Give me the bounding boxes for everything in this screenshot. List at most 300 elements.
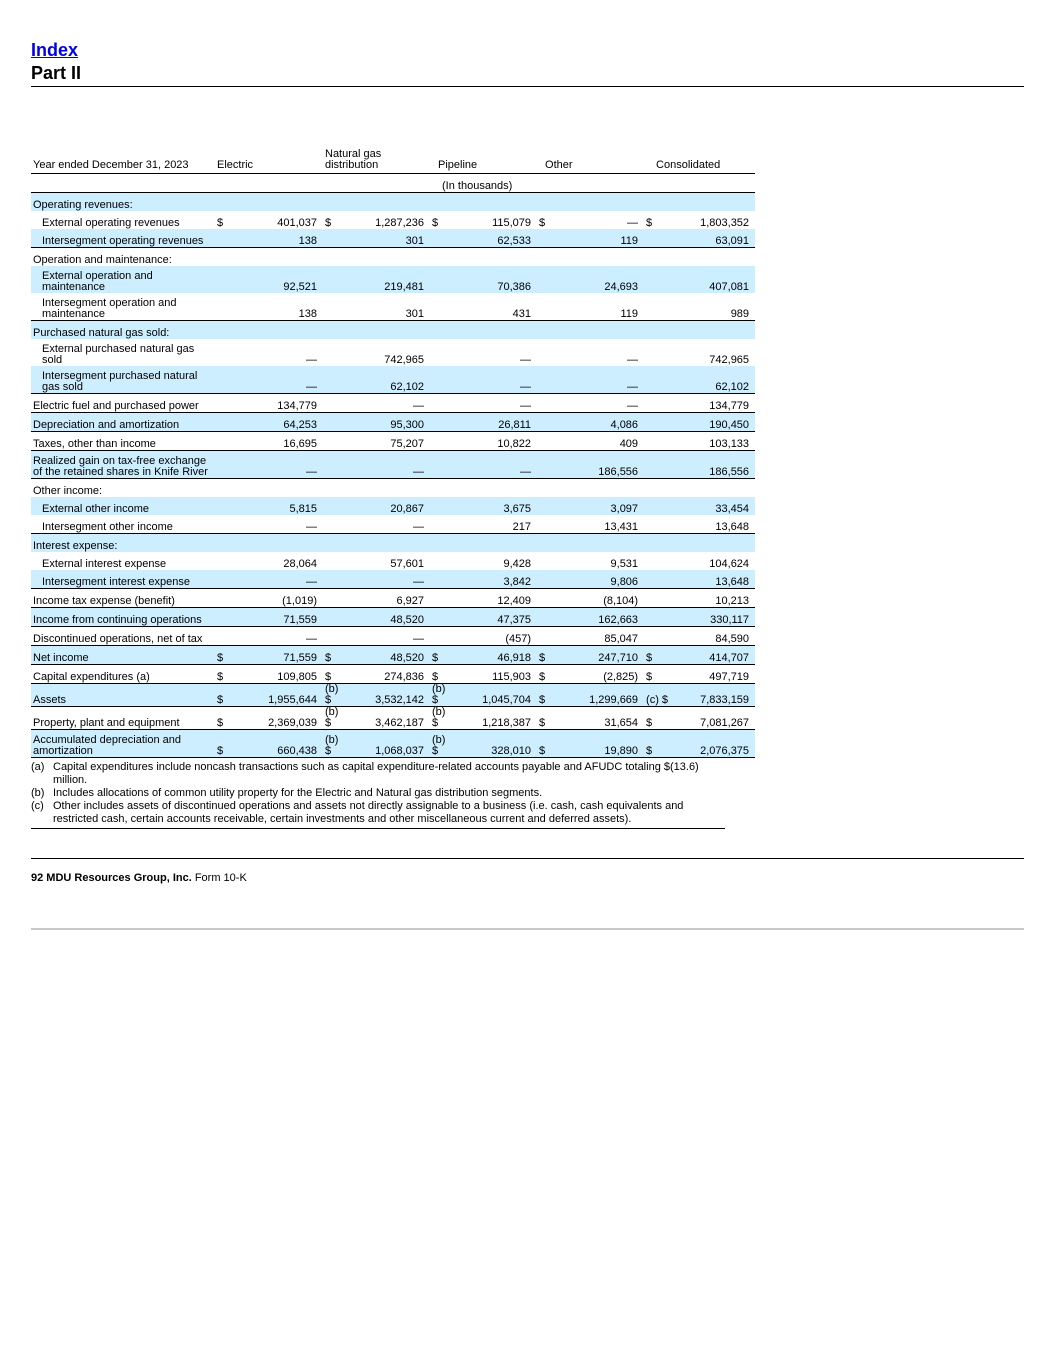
currency-cell xyxy=(430,608,454,627)
section-row xyxy=(31,248,755,267)
currency-cell: $ xyxy=(537,707,561,730)
currency-cell xyxy=(323,432,347,451)
value-cell: 13,648 xyxy=(668,570,755,589)
currency-cell: $ xyxy=(430,646,454,665)
table-row xyxy=(31,451,755,479)
currency-cell xyxy=(215,339,239,366)
currency-cell xyxy=(430,627,454,646)
currency-cell xyxy=(644,339,668,366)
value-cell: 3,097 xyxy=(561,497,644,515)
value-cell: 13,431 xyxy=(604,521,639,533)
currency-cell: (b) $ xyxy=(430,707,454,730)
value-cell: 103,133 xyxy=(668,432,755,451)
value-cell: 742,965 xyxy=(384,354,425,366)
table-row xyxy=(31,608,755,627)
currency-cell xyxy=(215,589,239,608)
currency-cell xyxy=(323,394,347,413)
row-label: Operation and maintenance: xyxy=(31,248,215,267)
value-cell: — xyxy=(347,451,430,479)
value-cell: 1,045,704 xyxy=(454,684,537,707)
currency-cell xyxy=(537,589,561,608)
value-cell: 407,081 xyxy=(668,266,755,293)
value-cell: 10,213 xyxy=(668,589,755,608)
currency-cell xyxy=(215,413,239,432)
row-label: Intersegment purchased natural gas sold xyxy=(31,366,215,394)
value-cell: 119 xyxy=(561,229,644,248)
col-year: Year ended December 31, 2023 xyxy=(33,159,189,171)
currency-cell xyxy=(644,229,668,248)
currency-cell: $ xyxy=(644,646,668,665)
value-cell: 1,287,236 xyxy=(375,217,425,229)
value-cell: 46,918 xyxy=(454,646,537,665)
currency-cell xyxy=(323,497,347,515)
value-cell: 71,559 xyxy=(239,646,323,665)
row-label: Intersegment interest expense xyxy=(31,570,215,589)
section-row xyxy=(31,534,755,553)
currency-cell xyxy=(215,515,239,534)
currency-cell xyxy=(430,394,454,413)
currency-cell xyxy=(323,570,347,589)
table-row xyxy=(31,684,755,707)
currency-cell: $ xyxy=(537,730,561,758)
row-label: Intersegment operation and maintenance xyxy=(42,297,177,320)
currency-cell xyxy=(430,589,454,608)
value-cell: 26,811 xyxy=(454,413,537,432)
value-cell: 1,803,352 xyxy=(700,217,750,229)
currency-cell xyxy=(644,552,668,570)
value-cell: 4,086 xyxy=(561,413,644,432)
value-cell: (457) xyxy=(454,627,537,646)
table-row xyxy=(31,366,755,394)
currency-cell: $ xyxy=(537,684,561,707)
table-row xyxy=(31,266,755,293)
currency-cell xyxy=(215,608,239,627)
currency-cell xyxy=(644,451,668,479)
currency-cell xyxy=(644,608,668,627)
currency-cell: $ xyxy=(217,217,224,229)
currency-cell: (b) $ xyxy=(430,684,454,707)
value-cell: 33,454 xyxy=(668,497,755,515)
page-bottom-divider xyxy=(31,928,1024,930)
currency-cell xyxy=(323,229,347,248)
currency-cell: $ xyxy=(215,730,239,758)
value-cell: 1,299,669 xyxy=(561,684,644,707)
table-row xyxy=(31,229,755,248)
value-cell: — xyxy=(413,521,425,533)
row-label: Purchased natural gas sold: xyxy=(31,321,215,340)
currency-cell xyxy=(215,627,239,646)
table-row xyxy=(31,707,755,730)
value-cell: 497,719 xyxy=(668,665,755,684)
currency-cell xyxy=(537,339,561,366)
value-cell: 20,867 xyxy=(347,497,430,515)
row-label: External interest expense xyxy=(42,558,167,570)
value-cell: 274,836 xyxy=(347,665,430,684)
currency-cell xyxy=(537,627,561,646)
currency-cell xyxy=(537,432,561,451)
currency-cell: $ xyxy=(323,665,347,684)
value-cell: 431 xyxy=(512,308,532,320)
value-cell: 162,663 xyxy=(561,608,644,627)
currency-cell: $ xyxy=(644,665,668,684)
currency-cell xyxy=(323,515,347,534)
table-row xyxy=(31,394,755,413)
currency-cell xyxy=(644,515,668,534)
currency-cell: $ xyxy=(325,217,332,229)
value-cell: 62,102 xyxy=(347,366,430,394)
currency-cell: $ xyxy=(644,707,668,730)
value-cell: 3,532,142 xyxy=(347,684,430,707)
value-cell: 1,955,644 xyxy=(239,684,323,707)
table-row xyxy=(31,432,755,451)
value-cell: 62,102 xyxy=(668,366,755,394)
value-cell: 31,654 xyxy=(561,707,644,730)
currency-cell: $ xyxy=(323,646,347,665)
value-cell: 9,428 xyxy=(503,558,532,570)
value-cell: 134,779 xyxy=(239,394,323,413)
footnotes xyxy=(31,761,725,826)
table-row xyxy=(31,627,755,646)
value-cell: 186,556 xyxy=(668,451,755,479)
value-cell: 57,601 xyxy=(390,558,425,570)
row-label: Discontinued operations, net of tax xyxy=(31,627,215,646)
value-cell: 989 xyxy=(730,308,750,320)
row-label: Net income xyxy=(31,646,215,665)
currency-cell xyxy=(537,608,561,627)
col-electric: Electric xyxy=(217,159,254,171)
table-row xyxy=(31,730,755,758)
value-cell: 12,409 xyxy=(454,589,537,608)
currency-cell: $ xyxy=(537,665,561,684)
row-label: Depreciation and amortization xyxy=(31,413,215,432)
row-label: Interest expense: xyxy=(31,534,215,553)
col-other: Other xyxy=(545,159,573,171)
value-cell: 660,438 xyxy=(239,730,323,758)
value-cell: — xyxy=(627,354,639,366)
value-cell: (2,825) xyxy=(561,665,644,684)
value-cell: 109,805 xyxy=(239,665,323,684)
currency-cell xyxy=(215,394,239,413)
value-cell: 401,037 xyxy=(277,217,317,229)
currency-cell xyxy=(323,627,347,646)
currency-cell xyxy=(644,266,668,293)
currency-cell: $ xyxy=(537,646,561,665)
currency-cell xyxy=(215,432,239,451)
value-cell: 6,927 xyxy=(347,589,430,608)
currency-cell xyxy=(323,293,347,321)
value-cell: 138 xyxy=(298,308,317,320)
currency-cell xyxy=(323,589,347,608)
section-row xyxy=(31,321,755,340)
currency-cell xyxy=(537,293,561,321)
table-row xyxy=(31,413,755,432)
footnote-divider xyxy=(31,828,725,829)
value-cell: 134,779 xyxy=(668,394,755,413)
row-label: Accumulated depreciation and amortization xyxy=(31,730,215,758)
currency-cell xyxy=(430,432,454,451)
row-label: Electric fuel and purchased power xyxy=(31,394,215,413)
value-cell: 301 xyxy=(347,229,430,248)
value-cell: 330,117 xyxy=(668,608,755,627)
row-label: External operating revenues xyxy=(42,217,180,229)
currency-cell: $ xyxy=(215,665,239,684)
page-number-company: 92 MDU Resources Group, Inc. xyxy=(31,872,192,884)
value-cell: 13,648 xyxy=(715,521,750,533)
value-cell: 3,462,187 xyxy=(347,707,430,730)
value-cell: — xyxy=(454,394,537,413)
value-cell: 64,253 xyxy=(239,413,323,432)
currency-cell xyxy=(323,339,347,366)
footnote-b: (b) Includes allocations of common utility property for the Electric and Natural gas distribution segments. xyxy=(31,787,543,799)
table-header-row xyxy=(31,145,755,174)
units-label: (In thousands) xyxy=(430,174,537,193)
value-cell: — xyxy=(627,217,639,229)
currency-cell xyxy=(323,413,347,432)
table-row xyxy=(31,339,755,366)
value-cell: 85,047 xyxy=(561,627,644,646)
row-label: External purchased natural gas sold xyxy=(42,343,195,366)
footer-divider xyxy=(31,858,1024,859)
currency-cell: $ xyxy=(644,730,668,758)
row-label: Capital expenditures (a) xyxy=(31,665,215,684)
value-cell: — xyxy=(239,366,323,394)
currency-cell xyxy=(644,413,668,432)
value-cell: — xyxy=(561,366,644,394)
value-cell: 115,079 xyxy=(492,217,532,229)
currency-cell xyxy=(323,366,347,394)
currency-cell: $ xyxy=(215,684,239,707)
value-cell: 2,369,039 xyxy=(239,707,323,730)
value-cell: — xyxy=(239,451,323,479)
currency-cell: $ xyxy=(432,217,439,229)
col-natgas-line2: distribution xyxy=(325,159,379,171)
row-label: Intersegment operating revenues xyxy=(31,229,215,248)
value-cell: 217 xyxy=(512,521,532,533)
value-cell: 1,068,037 xyxy=(347,730,430,758)
value-cell: — xyxy=(561,394,644,413)
table-row xyxy=(31,570,755,589)
currency-cell xyxy=(430,339,454,366)
value-cell: 104,624 xyxy=(709,558,750,570)
segment-financials-table xyxy=(31,145,755,758)
row-label: Other income: xyxy=(31,479,215,498)
page-footer xyxy=(31,872,247,884)
value-cell: 7,833,159 xyxy=(668,684,755,707)
currency-cell xyxy=(537,366,561,394)
value-cell: 414,707 xyxy=(668,646,755,665)
table-row xyxy=(31,589,755,608)
value-cell: 5,815 xyxy=(239,497,323,515)
currency-cell xyxy=(537,229,561,248)
table-row xyxy=(31,665,755,684)
value-cell: 19,890 xyxy=(561,730,644,758)
value-cell: 328,010 xyxy=(454,730,537,758)
currency-cell: (b) $ xyxy=(323,730,347,758)
table-row xyxy=(31,293,755,321)
col-natgas xyxy=(323,145,430,174)
value-cell: (8,104) xyxy=(561,589,644,608)
currency-cell xyxy=(430,552,454,570)
value-cell: — xyxy=(520,354,532,366)
value-cell: 48,520 xyxy=(347,646,430,665)
currency-cell xyxy=(430,366,454,394)
row-label: External operation and maintenance xyxy=(31,266,215,293)
value-cell: 1,218,387 xyxy=(454,707,537,730)
value-cell: 16,695 xyxy=(239,432,323,451)
value-cell: 47,375 xyxy=(454,608,537,627)
value-cell: 75,207 xyxy=(347,432,430,451)
currency-cell xyxy=(644,432,668,451)
value-cell: — xyxy=(306,521,317,533)
currency-cell: (b) $ xyxy=(323,684,347,707)
currency-cell: $ xyxy=(215,646,239,665)
currency-cell xyxy=(537,394,561,413)
footnote-a: (a) Capital expenditures include noncash transactions such as capital expenditure-related accounts payable and AFUDC totaling $(13.6) million. xyxy=(31,761,699,786)
currency-cell: (b) $ xyxy=(430,730,454,758)
value-cell: — xyxy=(454,366,537,394)
value-cell: 3,842 xyxy=(454,570,537,589)
currency-cell xyxy=(215,497,239,515)
value-cell: 95,300 xyxy=(347,413,430,432)
currency-cell xyxy=(644,589,668,608)
table-row xyxy=(31,646,755,665)
currency-cell xyxy=(644,366,668,394)
table-row xyxy=(31,552,755,570)
currency-cell xyxy=(430,451,454,479)
form-label: Form 10-K xyxy=(194,872,247,884)
value-cell: 3,675 xyxy=(454,497,537,515)
currency-cell xyxy=(215,229,239,248)
currency-cell xyxy=(430,515,454,534)
currency-cell xyxy=(644,293,668,321)
currency-cell xyxy=(215,293,239,321)
currency-cell xyxy=(537,413,561,432)
row-label: Taxes, other than income xyxy=(31,432,215,451)
currency-cell xyxy=(430,266,454,293)
value-cell: — xyxy=(347,570,430,589)
value-cell: 2,076,375 xyxy=(668,730,755,758)
currency-cell xyxy=(430,497,454,515)
currency-cell xyxy=(644,570,668,589)
value-cell: 71,559 xyxy=(239,608,323,627)
row-label: Operating revenues: xyxy=(31,193,215,212)
currency-cell xyxy=(215,266,239,293)
currency-cell xyxy=(215,570,239,589)
units-row xyxy=(31,174,755,193)
currency-cell xyxy=(537,515,561,534)
currency-cell: $ xyxy=(539,217,546,229)
table-row xyxy=(31,497,755,515)
currency-cell xyxy=(430,293,454,321)
currency-cell xyxy=(537,451,561,479)
value-cell: 7,081,267 xyxy=(668,707,755,730)
value-cell: 24,693 xyxy=(561,266,644,293)
currency-cell: (b) $ xyxy=(323,707,347,730)
value-cell: 10,822 xyxy=(454,432,537,451)
value-cell: 301 xyxy=(405,308,425,320)
value-cell: 9,531 xyxy=(610,558,639,570)
value-cell: 219,481 xyxy=(347,266,430,293)
section-row xyxy=(31,193,755,212)
currency-cell xyxy=(215,552,239,570)
value-cell: 9,806 xyxy=(561,570,644,589)
currency-cell xyxy=(430,413,454,432)
page-header xyxy=(31,38,81,84)
row-label: Realized gain on tax-free exchange of the retained shares in Knife River xyxy=(31,451,215,479)
currency-cell xyxy=(215,451,239,479)
currency-cell xyxy=(323,608,347,627)
currency-cell xyxy=(537,266,561,293)
currency-cell: $ xyxy=(646,217,653,229)
currency-cell xyxy=(644,627,668,646)
row-label: Assets xyxy=(31,684,215,707)
value-cell: 84,590 xyxy=(668,627,755,646)
currency-cell xyxy=(430,570,454,589)
col-pipeline: Pipeline xyxy=(438,159,478,171)
value-cell: 62,533 xyxy=(454,229,537,248)
value-cell: — xyxy=(454,451,537,479)
currency-cell xyxy=(537,497,561,515)
value-cell: 70,386 xyxy=(454,266,537,293)
header-divider xyxy=(31,86,1024,87)
value-cell: 190,450 xyxy=(668,413,755,432)
value-cell: 409 xyxy=(561,432,644,451)
row-label: Intersegment other income xyxy=(42,521,173,533)
currency-cell: (c) $ xyxy=(644,684,668,707)
currency-cell xyxy=(323,266,347,293)
currency-cell xyxy=(537,570,561,589)
value-cell: 48,520 xyxy=(347,608,430,627)
currency-cell xyxy=(323,451,347,479)
value-cell: — xyxy=(306,354,317,366)
value-cell: 138 xyxy=(239,229,323,248)
currency-cell xyxy=(644,497,668,515)
value-cell: 119 xyxy=(620,308,639,320)
currency-cell xyxy=(215,366,239,394)
currency-cell xyxy=(323,552,347,570)
currency-cell: $ xyxy=(430,665,454,684)
value-cell: — xyxy=(347,394,430,413)
value-cell: 115,903 xyxy=(454,665,537,684)
col-consolidated: Consolidated xyxy=(656,159,721,171)
row-label: Property, plant and equipment xyxy=(31,707,215,730)
value-cell: 247,710 xyxy=(561,646,644,665)
value-cell: 186,556 xyxy=(561,451,644,479)
value-cell: 28,064 xyxy=(283,558,317,570)
currency-cell xyxy=(430,229,454,248)
col-natgas-line1: Natural gas xyxy=(325,148,382,160)
index-link[interactable]: Index xyxy=(31,40,79,60)
value-cell: — xyxy=(239,570,323,589)
section-row xyxy=(31,479,755,498)
value-cell: 742,965 xyxy=(709,354,750,366)
value-cell: 63,091 xyxy=(668,229,755,248)
value-cell: — xyxy=(239,627,323,646)
part-title: Part II xyxy=(31,63,82,83)
footnote-c: (c) Other includes assets of discontinued operations and assets not directly assignable to a business (i.e. cash, cash equivalents and restricted cash, certain accounts receivable, certain investments and other miscellaneous current and deferred assets). xyxy=(31,800,684,825)
table-row xyxy=(31,211,755,229)
currency-cell: $ xyxy=(215,707,239,730)
currency-cell xyxy=(644,394,668,413)
value-cell: 92,521 xyxy=(239,266,323,293)
table-row xyxy=(31,515,755,534)
row-label: External other income xyxy=(31,497,215,515)
row-label: Income from continuing operations xyxy=(31,608,215,627)
value-cell: — xyxy=(347,627,430,646)
value-cell: (1,019) xyxy=(239,589,323,608)
row-label: Income tax expense (benefit) xyxy=(31,589,215,608)
currency-cell xyxy=(537,552,561,570)
